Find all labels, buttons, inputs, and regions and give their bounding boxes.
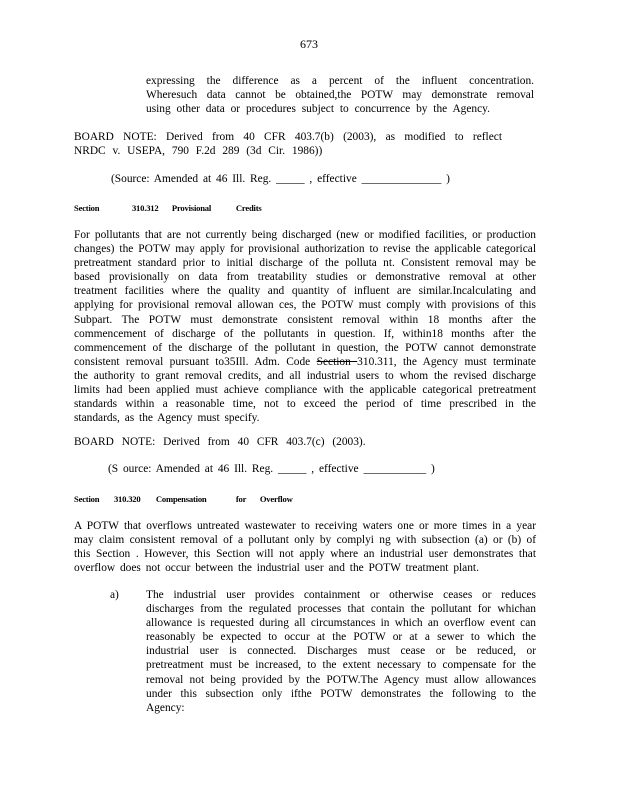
paragraph-text: 310.311, the Agency must terminate the authority to grant removal credits, and all industrial users to whom the revised discharge limits had been applied must achieve compliance with the applicable categorical pretreatment standards within a reasonable time, not to exceed the period of time prescribed in the standards, as the Agency must specify. bbox=[74, 355, 536, 425]
section-title-word: Overflow bbox=[259, 494, 293, 504]
page-number: 673 bbox=[300, 37, 318, 51]
paragraph-expressing: expressing the difference as a percent of the influent concentration. Wheresuch data cannot be obtained,the POTW may demonstrate removal using other data or procedures subject to concurrence by the Agency. bbox=[146, 75, 534, 116]
section-heading-310-312 bbox=[74, 201, 262, 215]
board-note-2: BOARD NOTE: Derived from 40 CFR 403.7(c) (2003). bbox=[74, 436, 366, 448]
section-title-word: for bbox=[235, 494, 247, 504]
source-note-2: (S ource: Amended at 46 Ill. Reg. _____ , effective ___________ ) bbox=[108, 463, 435, 475]
struck-text: Section bbox=[316, 355, 358, 368]
section-title-word: Credits bbox=[235, 203, 262, 213]
section-heading-310-320 bbox=[74, 492, 293, 506]
item-label-a: a) bbox=[110, 589, 119, 601]
section-title-word: Provisional bbox=[171, 203, 212, 213]
section-number: 310.312 bbox=[131, 203, 159, 213]
section-label: Section bbox=[74, 203, 100, 213]
paragraph-provisional-credits bbox=[74, 228, 536, 425]
source-note-1: (Source: Amended at 46 Ill. Reg. _____ , effective ______________ ) bbox=[111, 173, 450, 185]
section-title-word: Compensation bbox=[155, 494, 207, 504]
board-note-1: BOARD NOTE: Derived from 40 CFR 403.7(b) (2003), as modified to reflect NRDC v. USEPA, 790 F.2d 289 (3d Cir. 1986)) bbox=[74, 131, 502, 158]
paragraph-text: For pollutants that are not currently being discharged (new or modified facilities, or production changes) the POTW may apply for provisional authorization to revise the applicable categorical pretreatment standard prior to initial discharge of the polluta nt. Consistent removal may be based provisionally on data from treatability studies or demonstrative removal at other treatment facilities where the quality and quantity of influent are similar.Incalculating and applying for provisional removal allowan ces, the POTW must comply with provisions of this Subpart. The POTW must demonstrate consistent removal within 18 months after the commencement of discharge of the pollutants in question. If, within18 months after the commencement of the discharge of the pollutant in question, the POTW cannot demonstrate consistent removal pursuant to35Ill. Adm. Code bbox=[74, 229, 536, 368]
section-label: Section bbox=[74, 494, 100, 504]
paragraph-compensation-overflow: A POTW that overflows untreated wastewater to receiving waters one or more times in a year may claim consistent removal of a pollutant only by complyi ng with subsection (a) or (b) of this Section . However, this Section will not apply where an industrial user demonstrates that overflow does not occur between the industrial user and the POTW treatment plant. bbox=[74, 520, 536, 575]
section-number: 310.320 bbox=[113, 494, 141, 504]
item-a-text: The industrial user provides containment or otherwise ceases or reduces discharges from the regulated processes that contain the pollutant for whichan allowance is requested during all circumstances in which an overflow event can reasonably be expected to occur at the POTW or at a sewer to which the industrial user is connected. Discharges must cease or be reduced, or pretreatment must be increased, to the extent necessary to compensate for the removal not being provided by the POTW.The Agency must allow allowances under this subsection only ifthe POTW demonstrates the following to the Agency: bbox=[146, 589, 536, 714]
